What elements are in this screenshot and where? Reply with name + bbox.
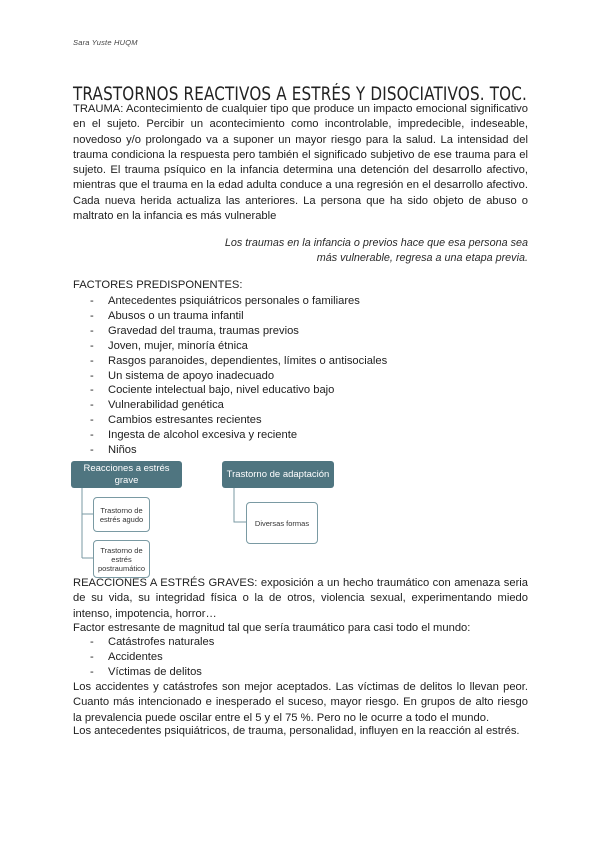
list-item: - Abusos o un trauma infantil bbox=[90, 309, 387, 324]
reacciones-estres-grave-box bbox=[71, 461, 182, 488]
predisposing-list bbox=[90, 294, 387, 458]
stressor-factor-line: Factor estresante de magnitud tal que sería traumático para casi todo el mundo: bbox=[73, 622, 471, 634]
header-author: Sara Yuste HUQM bbox=[73, 38, 138, 47]
stressor-list bbox=[90, 635, 214, 680]
list-item: - Cambios estresantes recientes bbox=[90, 413, 387, 428]
page-title: TRASTORNOS REACTIVOS A ESTRÉS Y DISOCIATIVOS. TOC. bbox=[73, 84, 527, 106]
list-item: - Un sistema de apoyo inadecuado bbox=[90, 369, 387, 384]
trauma-quote: Los traumas en la infancia o previos hace que esa persona sea más vulnerable, regresa a una etapa previa. bbox=[224, 237, 528, 265]
predisposing-heading: FACTORES PREDISPONENTES: bbox=[73, 279, 243, 291]
list-item: - Niños bbox=[90, 443, 387, 458]
trastorno-adaptacion-box bbox=[222, 461, 334, 488]
last-line: Los antecedentes psiquiátricos, de trauma, personalidad, influyen en la reacción al estrés. bbox=[73, 725, 520, 737]
closing-paragraph: Los accidentes y catástrofes son mejor aceptados. Las víctimas de delitos lo llevan peor. Cuanto más intencionado e inesperado el suceso, mayor riesgo. En grupos de alto riesgo la prevalencia puede oscilar entre el 5 y el 75 %. Pero no le ocurre a todo el mundo. bbox=[73, 681, 528, 724]
list-item: - Joven, mujer, minoría étnica bbox=[90, 339, 387, 354]
list-item: - Víctimas de delitos bbox=[90, 665, 214, 680]
list-item: - Cociente intelectual bajo, nivel educativo bajo bbox=[90, 383, 387, 398]
reacciones-estres-grave-label: Reacciones a estrés grave bbox=[83, 462, 170, 486]
estres-postraumatico-box bbox=[93, 540, 150, 578]
severe-reactions-paragraph: REACCIONES A ESTRÉS GRAVES: exposición a un hecho traumático con amenaza seria de su vida, su integridad física o la de otros, violencia sexual, experimentando miedo intenso, impotencia, horror… bbox=[73, 577, 528, 620]
list-item: - Catástrofes naturales bbox=[90, 635, 214, 650]
list-item: - Gravedad del trauma, traumas previos bbox=[90, 324, 387, 339]
estres-agudo-box bbox=[93, 497, 150, 532]
trauma-paragraph: TRAUMA: Acontecimiento de cualquier tipo que produce un impacto emocional significativo en el sujeto. Percibir un acontecimiento como incontrolable, impredecible, indeseable, novedoso y/o prolongado va a suponer un mayor riesgo para la salud. La intensidad del trauma condiciona la respuesta pero también el significado subjetivo de ese trauma para el sujeto. El trauma psíquico en la infancia determina una detención del desarrollo afectivo, mientras que el trauma en la edad adulta conduce a una regresión en el desarrollo afectivo. Cada nueva herida actualiza las anteriores. La persona que ha sido objeto de abuso o maltrato en la infancia es más vulnerable bbox=[73, 103, 528, 223]
estres-agudo-label: Trastorno de estrés agudo bbox=[99, 505, 144, 524]
list-item: - Antecedentes psiquiátricos personales o familiares bbox=[90, 294, 387, 309]
trastorno-adaptacion-label: Trastorno de adaptación bbox=[226, 468, 330, 480]
list-item: - Ingesta de alcohol excesiva y reciente bbox=[90, 428, 387, 443]
list-item: - Rasgos paranoides, dependientes, límites o antisociales bbox=[90, 354, 387, 369]
diversas-formas-box bbox=[246, 502, 318, 544]
list-item: - Accidentes bbox=[90, 650, 214, 665]
list-item: - Vulnerabilidad genética bbox=[90, 398, 387, 413]
estres-postraumatico-label: Trastorno de estrés postraumático bbox=[97, 545, 146, 573]
right-connector bbox=[234, 488, 246, 522]
diversas-formas-label: Diversas formas bbox=[254, 518, 310, 528]
